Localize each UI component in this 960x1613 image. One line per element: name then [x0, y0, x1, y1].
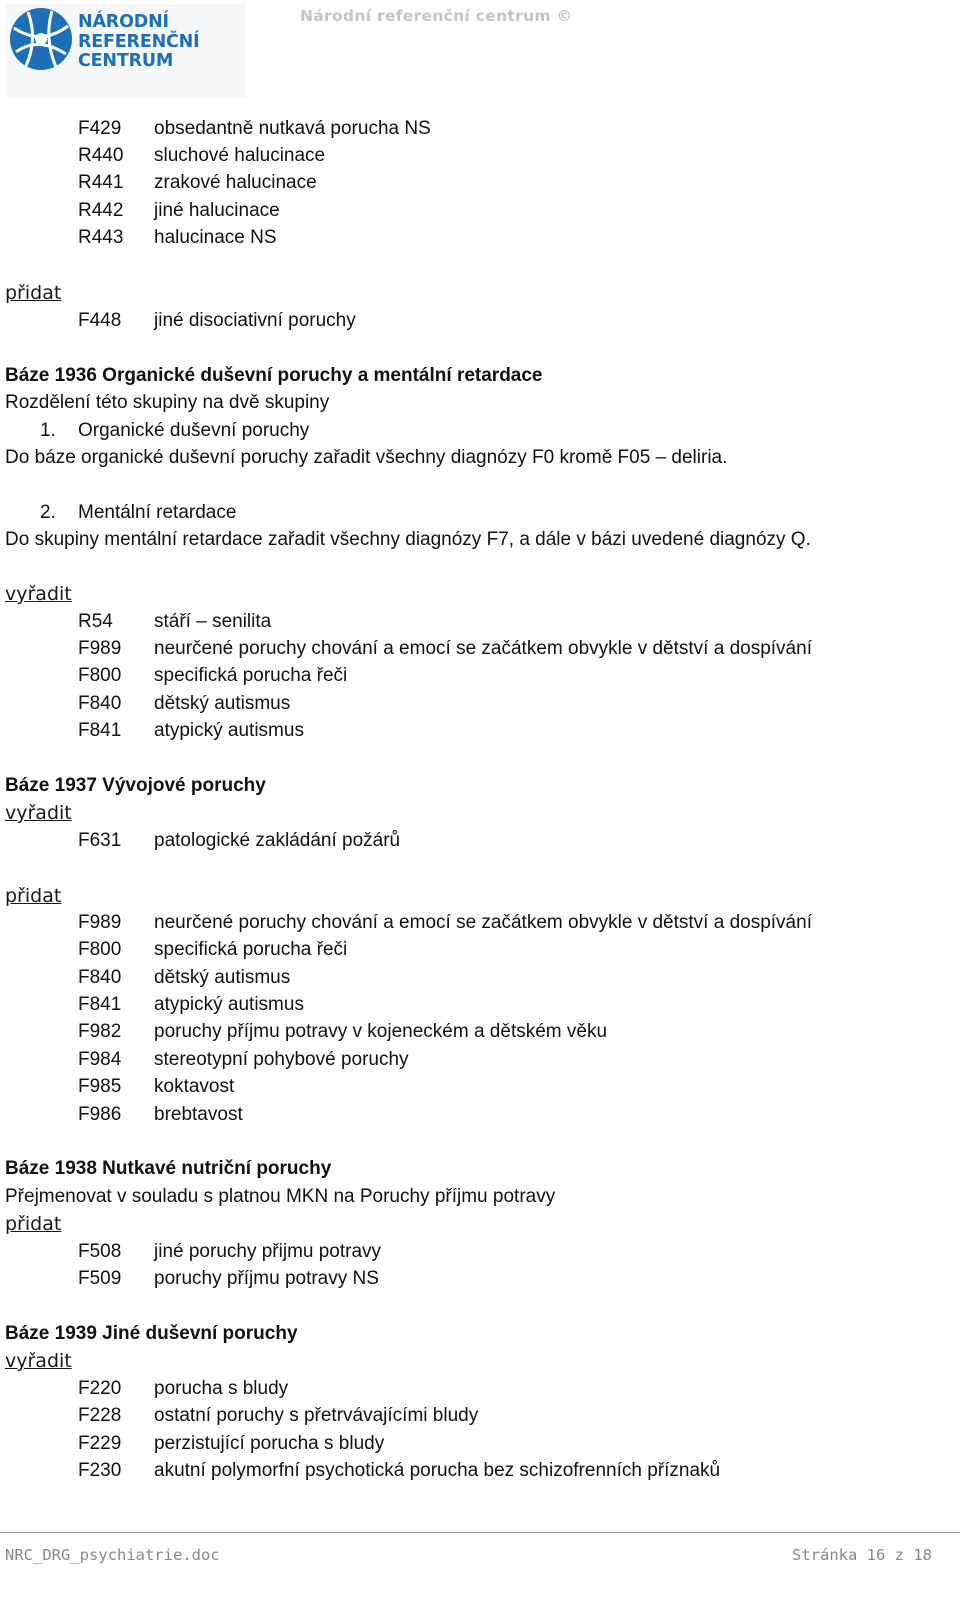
paragraph: Přejmenovat v souladu s platnou MKN na Poruchy příjmu potravy [5, 1186, 556, 1207]
logo-line-3: CENTRUM [78, 51, 174, 71]
diagnosis-code: R440 [78, 145, 124, 166]
diagnosis-desc: koktavost [154, 1076, 235, 1097]
diagnosis-desc: neurčené poruchy chování a emocí se začátkem obvykle v dětství a dospívání [154, 912, 812, 933]
paragraph: Do skupiny mentální retardace zařadit všechny diagnózy F7, a dále v bázi uvedené diagnózy Q. [5, 529, 811, 550]
diagnosis-desc: akutní polymorfní psychotická porucha bez schizofrenních příznaků [154, 1460, 721, 1481]
diagnosis-desc: poruchy příjmu potravy v kojeneckém a dětském věku [154, 1021, 608, 1042]
diagnosis-desc: ostatní poruchy s přetrvávajícími bludy [154, 1405, 479, 1426]
diagnosis-desc: poruchy příjmu potravy NS [154, 1268, 379, 1289]
list-number: 2. [40, 502, 56, 523]
footer-filename: NRC_DRG_psychiatrie.doc [5, 1546, 220, 1564]
diagnosis-desc: porucha s bludy [154, 1378, 289, 1399]
diagnosis-desc: jiné poruchy přijmu potravy [154, 1241, 382, 1262]
diagnosis-code: F429 [78, 118, 122, 139]
remove-link[interactable]: vyřadit [5, 583, 72, 605]
section-heading: Báze 1937 Vývojové poruchy [5, 775, 266, 796]
section-heading: Báze 1939 Jiné duševní poruchy [5, 1323, 298, 1344]
diagnosis-code: F986 [78, 1104, 122, 1125]
diagnosis-code: F841 [78, 720, 122, 741]
diagnosis-code: R54 [78, 611, 113, 632]
logo-line-1: NÁRODNÍ [78, 12, 169, 32]
section-heading: Báze 1936 Organické duševní poruchy a mentální retardace [5, 365, 543, 386]
add-link[interactable]: přidat [5, 282, 62, 304]
diagnosis-code: F229 [78, 1433, 122, 1454]
diagnosis-desc: dětský autismus [154, 693, 291, 714]
diagnosis-code: F840 [78, 967, 122, 988]
diagnosis-code: F985 [78, 1076, 122, 1097]
diagnosis-code: F989 [78, 638, 122, 659]
diagnosis-code: R442 [78, 200, 124, 221]
diagnosis-desc: specifická porucha řeči [154, 665, 348, 686]
diagnosis-code: F631 [78, 830, 122, 851]
diagnosis-code: F982 [78, 1021, 122, 1042]
list-item-title: Organické duševní poruchy [78, 420, 310, 441]
section-heading: Báze 1938 Nutkavé nutriční poruchy [5, 1158, 332, 1179]
diagnosis-code: F220 [78, 1378, 122, 1399]
diagnosis-code: F800 [78, 665, 122, 686]
list-item-title: Mentální retardace [78, 502, 237, 523]
diagnosis-code: F228 [78, 1405, 122, 1426]
add-link[interactable]: přidat [5, 885, 62, 907]
diagnosis-code: F841 [78, 994, 122, 1015]
footer-page-number: Stránka 16 z 18 [792, 1546, 932, 1564]
paragraph: Rozdělení této skupiny na dvě skupiny [5, 392, 330, 413]
diagnosis-desc: zrakové halucinace [154, 172, 317, 193]
diagnosis-desc: dětský autismus [154, 967, 291, 988]
diagnosis-desc: atypický autismus [154, 994, 304, 1015]
diagnosis-desc: jiné disociativní poruchy [154, 310, 356, 331]
diagnosis-code: F984 [78, 1049, 122, 1070]
diagnosis-desc: patologické zakládání požárů [154, 830, 401, 851]
remove-link[interactable]: vyřadit [5, 1350, 72, 1372]
paragraph: Do báze organické duševní poruchy zařadit všechny diagnózy F0 kromě F05 – deliria. [5, 447, 728, 468]
header-title: Národní referenční centrum © [300, 7, 573, 25]
diagnosis-code: F800 [78, 939, 122, 960]
footer-divider [0, 1532, 960, 1533]
diagnosis-code: R441 [78, 172, 124, 193]
diagnosis-desc: perzistující porucha s bludy [154, 1433, 385, 1454]
list-number: 1. [40, 420, 56, 441]
diagnosis-desc: atypický autismus [154, 720, 304, 741]
diagnosis-code: R443 [78, 227, 124, 248]
remove-link[interactable]: vyřadit [5, 802, 72, 824]
diagnosis-code: F230 [78, 1460, 122, 1481]
diagnosis-code: F448 [78, 310, 122, 331]
diagnosis-desc: specifická porucha řeči [154, 939, 348, 960]
add-link[interactable]: přidat [5, 1213, 62, 1235]
diagnosis-desc: brebtavost [154, 1104, 243, 1125]
logo-line-2: REFERENČNÍ [78, 31, 200, 52]
diagnosis-desc: neurčené poruchy chování a emocí se začátkem obvykle v dětství a dospívání [154, 638, 812, 659]
diagnosis-desc: obsedantně nutkavá porucha NS [154, 118, 431, 139]
logo-text [78, 13, 199, 72]
diagnosis-desc: jiné halucinace [154, 200, 280, 221]
logo-globe-icon [8, 6, 74, 72]
diagnosis-code: F840 [78, 693, 122, 714]
diagnosis-code: F509 [78, 1268, 122, 1289]
diagnosis-code: F989 [78, 912, 122, 933]
diagnosis-desc: halucinace NS [154, 227, 277, 248]
diagnosis-code: F508 [78, 1241, 122, 1262]
diagnosis-desc: sluchové halucinace [154, 145, 326, 166]
diagnosis-desc: stáří – senilita [154, 611, 272, 632]
logo [6, 4, 246, 98]
diagnosis-desc: stereotypní pohybové poruchy [154, 1049, 409, 1070]
